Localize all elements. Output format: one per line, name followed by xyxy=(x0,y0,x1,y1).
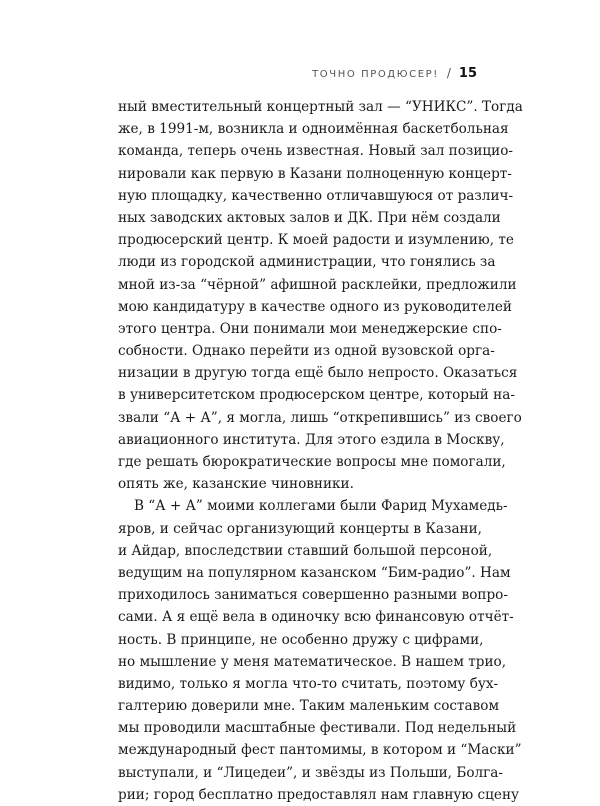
text-line: в университетском продюсерском центре, который на- xyxy=(118,387,515,404)
text-line: ную площадку, качественно отличавшуюся от различ- xyxy=(118,187,514,204)
text-line: команда, теперь очень известная. Новый зал позицио- xyxy=(118,143,513,160)
text-line: ность. В принципе, не особенно дружу с цифрами, xyxy=(118,631,484,648)
text-line: ведущим на популярном казанском “Бим-радио”. Нам xyxy=(118,564,511,581)
running-title: ТОЧНО ПРОДЮСЕР! xyxy=(312,69,439,80)
text-line: сами. А я ещё вела в одиночку всю финансовую отчёт- xyxy=(118,609,514,626)
running-head xyxy=(312,66,477,81)
text-line: приходилось заниматься совершенно разными вопро- xyxy=(118,587,508,604)
text-line: мной из-за “чёрной” афишной расклейки, предложили xyxy=(118,276,517,293)
text-line: но мышление у меня математическое. В нашем трио, xyxy=(118,653,507,670)
text-line: мы проводили масштабные фестивали. Под недельный xyxy=(118,720,517,737)
text-line: и Айдар, впоследствии ставший большой персоной, xyxy=(118,542,493,559)
paragraph-start-line: В “А + А” моими коллегами были Фарид Мухамедь- xyxy=(134,498,508,515)
text-line: выступали, и “Лицедеи”, и звёзды из Польши, Болга- xyxy=(118,764,503,781)
text-line: видимо, только я могла что-то считать, поэтому бух- xyxy=(118,675,499,692)
text-line: нировали как первую в Казани полноценную концерт- xyxy=(118,165,512,182)
body-text xyxy=(118,96,523,806)
text-line: собности. Однако перейти из одной вузовской орга- xyxy=(118,343,495,360)
text-line: яров, и сейчас организующий концерты в Казани, xyxy=(118,520,482,537)
text-line: авиационного института. Для этого ездила в Москву, xyxy=(118,431,505,448)
text-line: рии; город бесплатно предоставлял нам главную сцену xyxy=(118,786,520,803)
text-line: люди из городской администрации, что гонялись за xyxy=(118,254,496,271)
text-line: низации в другую тогда ещё было непросто. Оказаться xyxy=(118,365,518,382)
text-line: звали “А + А”, я могла, лишь “открепившись” из своего xyxy=(118,409,522,426)
text-line: мою кандидатуру в качестве одного из руководителей xyxy=(118,298,512,315)
running-separator: / xyxy=(446,66,451,80)
text-line: же, в 1991-м, возникла и одноимённая баскетбольная xyxy=(118,121,509,138)
text-line: этого центра. Они понимали мои менеджерские спо- xyxy=(118,320,502,337)
paragraph-end-line: опять же, казанские чиновники. xyxy=(118,476,354,493)
text-line: ных заводских актовых залов и ДК. При нём создали xyxy=(118,209,501,226)
text-line: галтерию доверили мне. Таким маленьким составом xyxy=(118,698,500,715)
text-line: ный вместительный концертный зал — “УНИКС”. Тогда xyxy=(118,99,523,115)
text-line: продюсерский центр. К моей радости и изумлению, те xyxy=(118,232,514,249)
text-line: международный фест пантомимы, в котором и “Маски” xyxy=(118,742,522,759)
text-line: где решать бюрократические вопросы мне помогали, xyxy=(118,454,506,470)
page-number: 15 xyxy=(458,66,477,81)
